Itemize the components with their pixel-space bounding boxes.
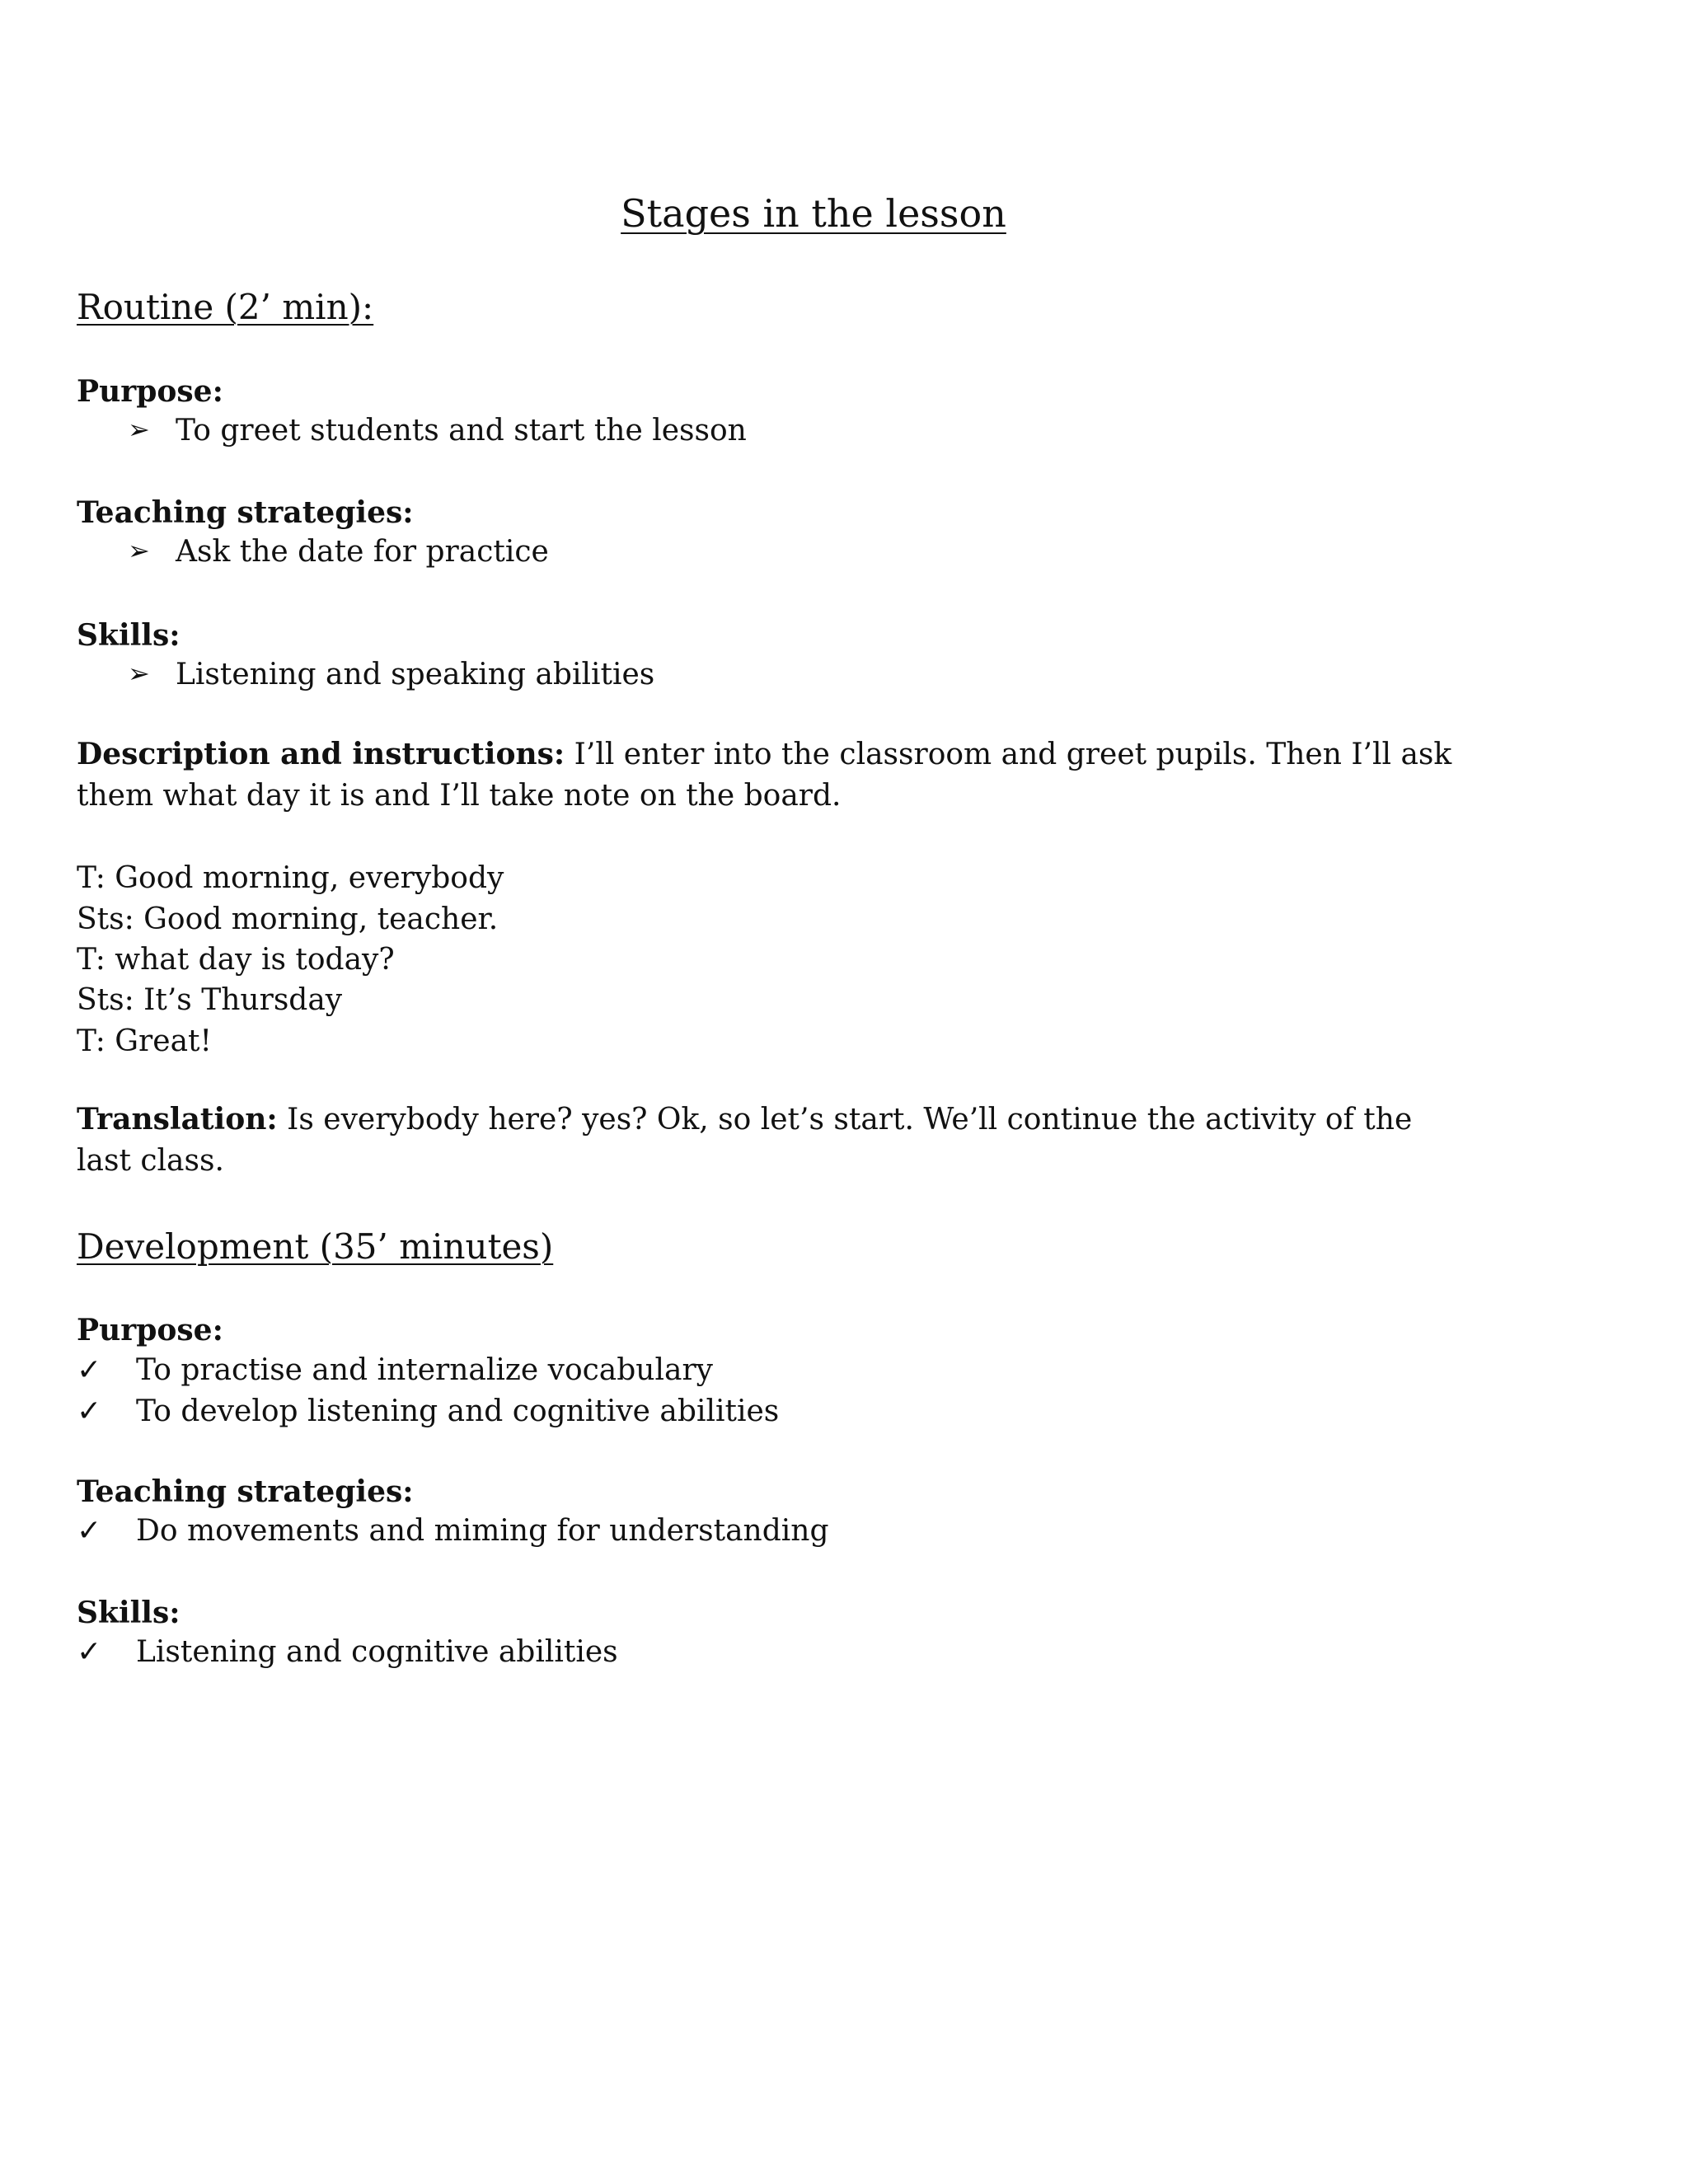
routine-heading: Routine (2’ min): bbox=[77, 287, 374, 327]
dialogue-line: T: Good morning, everybody bbox=[77, 861, 504, 895]
description-label: Description and instructions: bbox=[77, 737, 565, 771]
development-purpose-item-text: To practise and internalize vocabulary bbox=[136, 1353, 714, 1387]
arrow-bullet-icon: ➢ bbox=[128, 658, 150, 689]
development-skills-label: Skills: bbox=[77, 1596, 181, 1630]
translation-label: Translation: bbox=[77, 1102, 278, 1137]
development-skills-item-text: Listening and cognitive abilities bbox=[136, 1635, 618, 1669]
development-purpose-item-text: To develop listening and cognitive abilities bbox=[136, 1394, 780, 1428]
routine-strategies-item-text: Ask the date for practice bbox=[176, 535, 549, 569]
checkmark-icon: ✓ bbox=[77, 1514, 102, 1548]
routine-strategies-label: Teaching strategies: bbox=[77, 495, 414, 530]
dialogue-line: Sts: It’s Thursday bbox=[77, 983, 343, 1017]
routine-purpose-label: Purpose: bbox=[77, 374, 223, 409]
page-title: Stages in the lesson bbox=[621, 191, 1006, 236]
arrow-bullet-icon: ➢ bbox=[128, 535, 150, 566]
routine-skills-label: Skills: bbox=[77, 618, 181, 653]
routine-skills-item-text: Listening and speaking abilities bbox=[176, 658, 655, 691]
dialogue-line: T: what day is today? bbox=[77, 943, 395, 977]
routine-purpose-item-text: To greet students and start the lesson bbox=[176, 414, 747, 448]
dialogue-line: T: Great! bbox=[77, 1024, 212, 1058]
description-text: I’ll enter into the classroom and greet pupils. Then I’ll ask them what day it is and I’ll take note on the board. bbox=[77, 738, 1452, 813]
development-strategies-label: Teaching strategies: bbox=[77, 1474, 414, 1509]
development-purpose-label: Purpose: bbox=[77, 1313, 223, 1347]
arrow-bullet-icon: ➢ bbox=[128, 414, 150, 445]
checkmark-icon: ✓ bbox=[77, 1394, 102, 1428]
checkmark-icon: ✓ bbox=[77, 1353, 102, 1387]
dialogue-line: Sts: Good morning, teacher. bbox=[77, 902, 499, 936]
development-strategies-item-text: Do movements and miming for understanding bbox=[136, 1514, 829, 1548]
checkmark-icon: ✓ bbox=[77, 1635, 102, 1669]
translation-text: Is everybody here? yes? Ok, so let’s start. We’ll continue the activity of the last class. bbox=[77, 1103, 1413, 1178]
development-heading: Development (35’ minutes) bbox=[77, 1226, 554, 1267]
routine-translation bbox=[77, 1099, 1461, 1182]
routine-description bbox=[77, 733, 1461, 817]
